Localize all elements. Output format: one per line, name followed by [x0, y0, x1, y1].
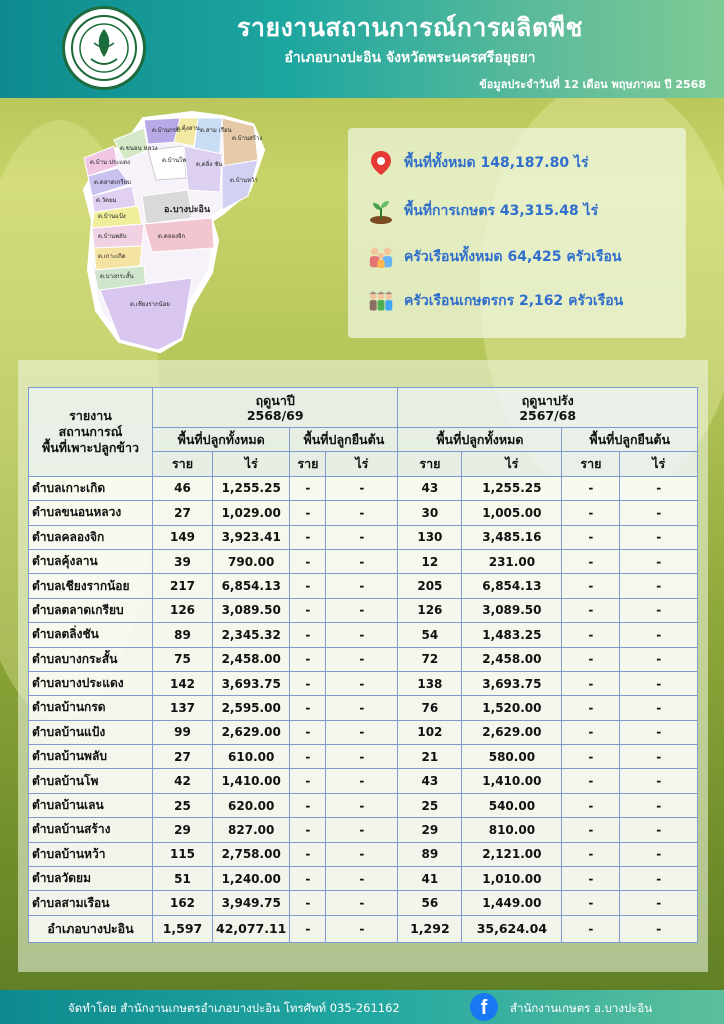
table-cell: - [326, 891, 398, 915]
table-cell: - [326, 842, 398, 866]
table-cell: - [326, 623, 398, 647]
summary-agri-area [368, 198, 598, 224]
table-cell: - [326, 745, 398, 769]
table-cell: 1,005.00 [462, 501, 562, 525]
table-cell: 1,010.00 [462, 867, 562, 891]
table-cell: 39 [153, 549, 213, 573]
table-cell: - [290, 891, 326, 915]
table-cell: - [290, 842, 326, 866]
table-row [29, 501, 698, 525]
table-row [29, 867, 698, 891]
map-label: ต.คลองจิก [158, 233, 186, 240]
table-cell: - [562, 720, 620, 744]
summary-text: ครัวเรือนเกษตรกร 2,162 ครัวเรือน [404, 293, 624, 309]
table-cell: - [326, 818, 398, 842]
table-cell: 43 [398, 476, 462, 500]
table-cell: 217 [153, 574, 213, 598]
report-header [0, 0, 724, 98]
table-cell: - [562, 476, 620, 500]
subdistrict-name: ตำบลบ้านหว้า [29, 842, 153, 866]
table-cell: - [290, 647, 326, 671]
table-cell: - [620, 501, 698, 525]
table-cell: 1,240.00 [213, 867, 290, 891]
table-cell: 2,595.00 [213, 696, 290, 720]
table-cell: 42 [153, 769, 213, 793]
facebook-icon[interactable]: f [470, 993, 498, 1021]
total-cell: - [326, 915, 398, 942]
table-cell: - [620, 842, 698, 866]
table-cell: 3,923.41 [213, 525, 290, 549]
table-cell: 3,693.75 [213, 671, 290, 695]
table-cell: 89 [153, 623, 213, 647]
subdistrict-name: ตำบลวัดยม [29, 867, 153, 891]
table-cell: - [620, 696, 698, 720]
table-cell: 1,410.00 [462, 769, 562, 793]
table-cell: 130 [398, 525, 462, 549]
table-cell: - [620, 525, 698, 549]
subdistrict-name: ตำบลคุ้งลาน [29, 549, 153, 573]
table-cell: 540.00 [462, 793, 562, 817]
unit-household-header: ราย [398, 452, 462, 476]
report-subtitle: อำเภอบางปะอิน จังหวัดพระนครศรีอยุธยา [284, 50, 536, 66]
table-cell: 2,758.00 [213, 842, 290, 866]
table-row [29, 842, 698, 866]
table-row [29, 769, 698, 793]
table-cell: 138 [398, 671, 462, 695]
map-label: ต.คุ้งลาน [176, 125, 200, 132]
table-cell: - [562, 549, 620, 573]
table-cell: - [562, 574, 620, 598]
table-cell: 46 [153, 476, 213, 500]
family-icon [368, 244, 394, 270]
summary-households [368, 244, 621, 270]
table-cell: - [326, 598, 398, 622]
table-cell: - [562, 623, 620, 647]
table-cell: 231.00 [462, 549, 562, 573]
table-cell: - [290, 745, 326, 769]
map-label: ต.บ้านสร้าง [232, 135, 263, 142]
summary-panel [348, 128, 686, 338]
subdistrict-name: ตำบลบ้านแป้ง [29, 720, 153, 744]
season1-header: ฤดูนาปี 2568/69 [153, 388, 398, 428]
table-cell: - [290, 549, 326, 573]
total-cell: - [562, 915, 620, 942]
table-cell: - [620, 671, 698, 695]
table-cell: - [290, 671, 326, 695]
table-cell: 2,458.00 [213, 647, 290, 671]
table-cell: 126 [398, 598, 462, 622]
table-cell: 2,345.32 [213, 623, 290, 647]
table-cell: - [620, 623, 698, 647]
subdistrict-name: ตำบลตลิ่งชัน [29, 623, 153, 647]
table-cell: 25 [398, 793, 462, 817]
table-cell: - [620, 549, 698, 573]
map-label: ต.ตลิ่ง ชัน [196, 161, 223, 168]
table-cell: - [562, 696, 620, 720]
table-cell: - [290, 501, 326, 525]
subdistrict-name: ตำบลบ้านสร้าง [29, 818, 153, 842]
table-cell: 1,483.25 [462, 623, 562, 647]
table-cell: - [326, 549, 398, 573]
table-cell: - [562, 745, 620, 769]
table-cell: - [290, 574, 326, 598]
table-cell: - [290, 696, 326, 720]
table-cell: 25 [153, 793, 213, 817]
map-label: ต.บ้านหว้า [230, 177, 258, 184]
total-cell: - [620, 915, 698, 942]
table-cell: 27 [153, 501, 213, 525]
season2-header: ฤดูนาปรัง 2567/68 [398, 388, 698, 428]
subdistrict-name: ตำบลบางประแดง [29, 671, 153, 695]
table-cell: - [562, 647, 620, 671]
table-cell: - [620, 574, 698, 598]
summary-total-area [368, 150, 589, 176]
map-label: ต.เกาะเกิด [98, 253, 126, 260]
table-cell: - [562, 842, 620, 866]
table-cell: - [620, 793, 698, 817]
season1-standing-header: พื้นที่ปลูกยืนต้น [290, 428, 398, 452]
table-cell: - [326, 501, 398, 525]
subdistrict-name: ตำบลขนอนหลวง [29, 501, 153, 525]
report-footer [0, 990, 724, 1024]
total-name: อำเภอบางปะอิน [29, 915, 153, 942]
table-cell: 2,121.00 [462, 842, 562, 866]
table-cell: - [620, 818, 698, 842]
unit-household-header: ราย [290, 452, 326, 476]
map-label: ต.บ้านโพ [162, 157, 187, 164]
subdistrict-name: ตำบลบ้านพลับ [29, 745, 153, 769]
table-cell: - [290, 793, 326, 817]
table-cell: - [562, 671, 620, 695]
table-cell: - [290, 769, 326, 793]
unit-rai-header: ไร่ [326, 452, 398, 476]
table-cell: - [326, 720, 398, 744]
table-cell: - [620, 647, 698, 671]
table-cell: 29 [398, 818, 462, 842]
table-row [29, 574, 698, 598]
table-cell: 149 [153, 525, 213, 549]
table-cell: - [562, 793, 620, 817]
table-cell: 2,629.00 [462, 720, 562, 744]
season2-standing-header: พื้นที่ปลูกยืนต้น [562, 428, 698, 452]
summary-farm-households [368, 288, 623, 314]
total-cell: - [290, 915, 326, 942]
season1-planted-header: พื้นที่ปลูกทั้งหมด [153, 428, 290, 452]
table-cell: 2,458.00 [462, 647, 562, 671]
table-cell: 51 [153, 867, 213, 891]
table-cell: 76 [398, 696, 462, 720]
unit-household-header: ราย [562, 452, 620, 476]
table-row [29, 818, 698, 842]
table-cell: - [620, 769, 698, 793]
map-label: ต.บ้านแป้ง [98, 213, 126, 220]
table-cell: 56 [398, 891, 462, 915]
table-cell: 54 [398, 623, 462, 647]
table-cell: 3,949.75 [213, 891, 290, 915]
table-cell: - [326, 525, 398, 549]
table-cell: 3,693.75 [462, 671, 562, 695]
table-cell: - [620, 598, 698, 622]
table-cell: - [620, 891, 698, 915]
table-cell: - [290, 720, 326, 744]
table-cell: 205 [398, 574, 462, 598]
table-cell: - [562, 769, 620, 793]
table-row [29, 720, 698, 744]
table-cell: - [290, 818, 326, 842]
table-row [29, 891, 698, 915]
table-cell: - [326, 574, 398, 598]
table-cell: 162 [153, 891, 213, 915]
table-cell: - [290, 867, 326, 891]
map-label: ต.วัดยม [96, 197, 117, 204]
subdistrict-name: ตำบลบ้านกรด [29, 696, 153, 720]
table-cell: 790.00 [213, 549, 290, 573]
rice-area-table-panel [18, 360, 708, 972]
farmers-icon [368, 288, 394, 314]
table-row [29, 598, 698, 622]
table-cell: 89 [398, 842, 462, 866]
table-cell: - [562, 501, 620, 525]
table-cell: 12 [398, 549, 462, 573]
table-row [29, 549, 698, 573]
table-row [29, 793, 698, 817]
unit-household-header: ราย [153, 452, 213, 476]
table-cell: - [290, 476, 326, 500]
table-cell: 827.00 [213, 818, 290, 842]
table-cell: 30 [398, 501, 462, 525]
table-row [29, 623, 698, 647]
row-title-header: รายงาน สถานการณ์ พื้นที่เพาะปลูกข้าว [29, 388, 153, 477]
total-cell: 35,624.04 [462, 915, 562, 942]
table-cell: - [562, 867, 620, 891]
table-cell: - [326, 769, 398, 793]
unit-rai-header: ไร่ [213, 452, 290, 476]
table-cell: 102 [398, 720, 462, 744]
table-cell: 27 [153, 745, 213, 769]
table-row [29, 647, 698, 671]
table-cell: - [326, 671, 398, 695]
table-cell: 1,449.00 [462, 891, 562, 915]
table-cell: 137 [153, 696, 213, 720]
unit-rai-header: ไร่ [462, 452, 562, 476]
map-label: ต.เชียงรากน้อย [130, 301, 170, 308]
table-cell: - [562, 818, 620, 842]
table-cell: 620.00 [213, 793, 290, 817]
summary-text: ครัวเรือนทั้งหมด 64,425 ครัวเรือน [404, 249, 622, 265]
table-cell: 3,485.16 [462, 525, 562, 549]
table-cell: - [562, 891, 620, 915]
district-map [72, 100, 272, 358]
table-cell: 610.00 [213, 745, 290, 769]
table-cell: 1,410.00 [213, 769, 290, 793]
table-row [29, 696, 698, 720]
unit-rai-header: ไร่ [620, 452, 698, 476]
table-cell: 2,629.00 [213, 720, 290, 744]
table-cell: - [290, 598, 326, 622]
report-date: ข้อมูลประจำวันที่ 12 เดือน พฤษภาคม ปี 2568 [479, 78, 706, 91]
table-cell: 1,520.00 [462, 696, 562, 720]
table-row [29, 525, 698, 549]
table-row [29, 745, 698, 769]
table-cell: - [620, 867, 698, 891]
table-cell: 142 [153, 671, 213, 695]
rice-area-table [28, 387, 698, 943]
subdistrict-name: ตำบลบางกระสั้น [29, 647, 153, 671]
subdistrict-name: ตำบลสามเรือน [29, 891, 153, 915]
table-row [29, 671, 698, 695]
table-cell: - [290, 525, 326, 549]
total-cell: 42,077.11 [213, 915, 290, 942]
table-cell: - [326, 867, 398, 891]
table-cell: - [326, 476, 398, 500]
map-label: ต.บ้าน ประแดง [90, 159, 130, 166]
table-cell: - [326, 647, 398, 671]
table-cell: 6,854.13 [462, 574, 562, 598]
table-cell: 3,089.50 [213, 598, 290, 622]
map-label: ต.สาม เรือน [200, 127, 232, 134]
department-seal-icon [62, 6, 146, 90]
footer-facebook-page[interactable]: สำนักงานเกษตร อ.บางปะอิน [510, 1001, 653, 1015]
report-title: รายงานสถานการณ์การผลิตพืช [236, 13, 584, 42]
table-cell: 115 [153, 842, 213, 866]
table-cell: 580.00 [462, 745, 562, 769]
total-cell: 1,292 [398, 915, 462, 942]
table-cell: - [326, 696, 398, 720]
subdistrict-name: ตำบลเชียงรากน้อย [29, 574, 153, 598]
table-cell: - [620, 745, 698, 769]
subdistrict-name: ตำบลบ้านเลน [29, 793, 153, 817]
table-cell: - [290, 623, 326, 647]
map-label: ต.บางกระสั้น [100, 273, 134, 280]
table-cell: - [562, 525, 620, 549]
table-cell: - [562, 598, 620, 622]
season2-planted-header: พื้นที่ปลูกทั้งหมด [398, 428, 562, 452]
table-cell: 810.00 [462, 818, 562, 842]
table-cell: - [326, 793, 398, 817]
subdistrict-name: ตำบลตลาดเกรียบ [29, 598, 153, 622]
seal-emblem-icon [69, 13, 139, 83]
table-cell: - [620, 720, 698, 744]
footer-credit: จัดทำโดย สำนักงานเกษตรอำเภอบางปะอิน โทรศัพท์ 035-261162 [68, 1001, 400, 1015]
map-label: ต.บ้านกรด [152, 127, 180, 134]
table-cell: 6,854.13 [213, 574, 290, 598]
table-cell: 72 [398, 647, 462, 671]
subdistrict-name: ตำบลเกาะเกิด [29, 476, 153, 500]
table-cell: 21 [398, 745, 462, 769]
table-row [29, 476, 698, 500]
table-cell: 1,029.00 [213, 501, 290, 525]
table-cell: 41 [398, 867, 462, 891]
table-total-row [29, 915, 698, 942]
map-label: อ.บางปะอิน [164, 205, 211, 215]
sprout-icon [368, 198, 394, 224]
table-cell: 3,089.50 [462, 598, 562, 622]
subdistrict-name: ตำบลคลองจิก [29, 525, 153, 549]
table-cell: 29 [153, 818, 213, 842]
table-cell: 1,255.25 [213, 476, 290, 500]
table-cell: 75 [153, 647, 213, 671]
summary-text: พื้นที่การเกษตร 43,315.48 ไร่ [404, 203, 599, 219]
total-cell: 1,597 [153, 915, 213, 942]
summary-text: พื้นที่ทั้งหมด 148,187.80 ไร่ [404, 155, 589, 171]
table-cell: 43 [398, 769, 462, 793]
table-cell: - [620, 476, 698, 500]
table-cell: 126 [153, 598, 213, 622]
location-pin-icon [368, 150, 394, 176]
map-label: ต.บ้านพลับ [98, 233, 127, 240]
map-label: ต.ตลาดเกรียบ [94, 179, 131, 186]
subdistrict-name: ตำบลบ้านโพ [29, 769, 153, 793]
map-label: ต.ขนอน หลวง [120, 145, 158, 152]
table-cell: 99 [153, 720, 213, 744]
table-cell: 1,255.25 [462, 476, 562, 500]
